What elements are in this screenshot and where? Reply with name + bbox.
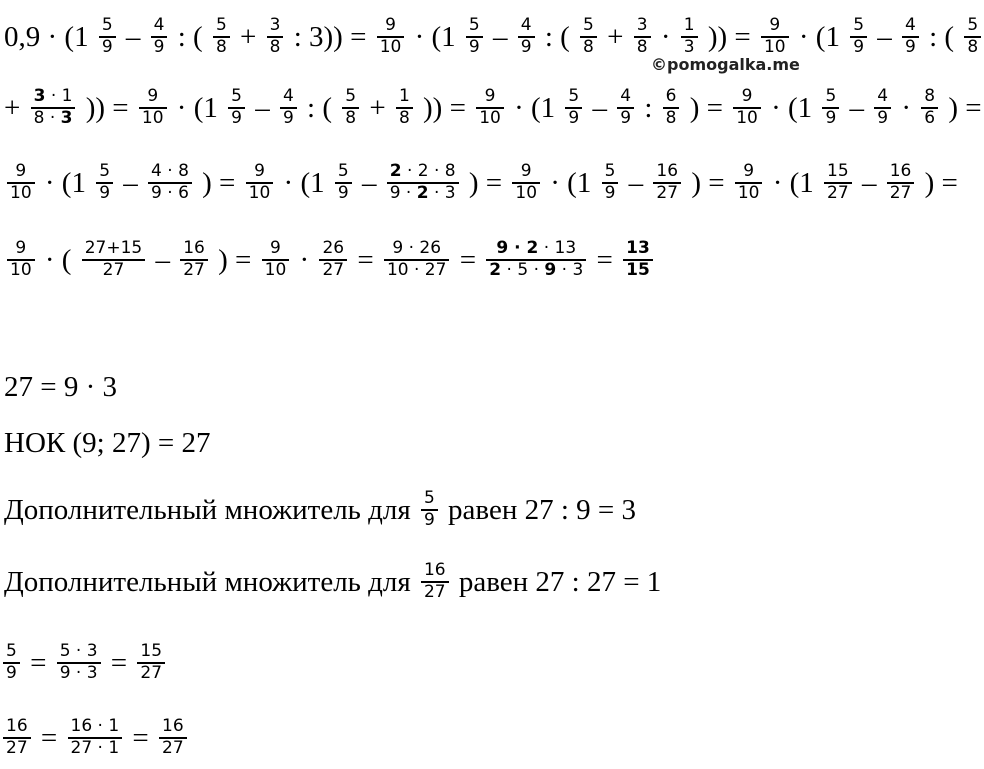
numerator: 1 [683,15,695,36]
text: : ( [537,20,578,53]
fraction [761,16,789,57]
denominator: 10 [248,182,271,203]
fraction [822,87,839,128]
numerator: 5 [337,161,349,182]
numerator: 5 [345,86,357,107]
numerator: 27+15 [84,238,143,259]
numerator: 5 [853,15,865,36]
text: = [33,721,65,754]
equation-line-4 [4,231,656,289]
denominator: 9 · 3 [59,662,98,683]
numerator: 5 [231,86,242,107]
numerator: 2 · 2 · 8 [389,161,456,182]
text: · (1 [765,166,822,199]
fraction [518,16,535,57]
numerator: 1 [398,86,410,107]
denominator: 10 [479,107,501,128]
numerator: 4 [620,86,632,107]
denominator: 10 [763,36,786,57]
denominator: 27 [322,259,345,280]
fraction [653,162,681,203]
fraction [137,642,165,683]
denominator: 9 [853,36,865,57]
text: – [842,91,872,124]
text: )) = [78,91,136,124]
text: – [148,243,178,276]
text: + [232,20,264,53]
fraction [319,239,347,280]
text: ) = [210,243,259,276]
numerator: 26 [322,238,345,259]
multiplier-line-1 [4,481,636,539]
numerator: 9 [520,161,532,182]
text: Дополнительный множитель для [4,493,418,526]
numerator: 5 [568,86,580,107]
text: = [22,646,54,679]
fraction [280,87,297,128]
numerator: 5 [101,15,113,36]
text: = [103,646,135,679]
equation-line-2 [4,79,982,137]
numerator: 3 [269,15,281,36]
text: ) = [684,166,732,199]
denominator: 9 [231,107,242,128]
fraction [262,239,290,280]
numerator: 16 [162,716,184,737]
numerator: 5 [215,15,227,36]
numerator: 9 [484,86,496,107]
fraction [466,16,483,57]
fraction [180,239,208,280]
denominator: 8 [967,36,979,57]
text: + [362,91,393,124]
numerator: 8 [924,86,936,107]
numerator: 4 [520,15,532,36]
fraction [267,16,284,57]
numerator: 16 [183,238,205,259]
denominator: 2 · 5 · 9 · 3 [489,259,584,280]
denominator: 9 [101,36,113,57]
denominator: 8 [345,107,357,128]
numerator: 6 [665,86,677,107]
text: = [452,243,484,276]
numerator: 5 · 3 [59,641,98,662]
denominator: 9 [99,182,111,203]
text: – [116,166,146,199]
denominator: 27 · 1 [70,737,120,758]
numerator: 3 · 1 [33,86,73,107]
denominator: 10 [515,182,538,203]
text: · ( [37,243,79,276]
fraction [82,239,146,280]
text: · (1 [763,91,820,124]
fraction [246,162,274,203]
numerator: 4 [282,86,294,107]
numerator: 16 [889,161,912,182]
numerator: 9 [769,15,781,36]
numerator: 5 [583,15,594,36]
denominator: 9 [905,36,916,57]
fraction [850,16,867,57]
text: НОК (9; 27) = 27 [4,426,211,459]
fraction [733,87,761,128]
text: )) = [415,91,474,124]
fraction [7,239,35,280]
fraction [476,87,504,128]
numerator: 5 [99,161,111,182]
fraction [68,717,123,758]
text: ) = [941,91,982,124]
factorization-line [4,367,117,407]
fraction [99,16,116,57]
result-fraction [623,239,653,280]
text: : 3)) = [286,20,374,53]
text: ) = [917,166,958,199]
denominator: 9 [468,36,480,57]
text: – [354,166,384,199]
numerator: 9 · 26 [392,238,442,259]
text: = [125,721,157,754]
numerator: 5 [6,641,17,662]
numerator: 16 [656,161,679,182]
fraction [159,717,187,758]
denominator: 10 [379,36,402,57]
denominator: 10 · 27 [386,259,447,280]
fraction [7,162,35,203]
numerator: 13 [626,238,650,259]
denominator: 9 [877,107,889,128]
denominator: 27 [140,662,163,683]
numerator: 9 [270,238,281,259]
numerator: 9 [741,86,753,107]
fraction [634,16,651,57]
text: : ( [299,91,340,124]
numerator: 5 [604,161,616,182]
text: + [4,91,28,124]
denominator: 10 [10,182,32,203]
numerator: 9 [385,15,396,36]
text: Дополнительный множитель для [4,565,418,598]
numerator: 5 [825,86,837,107]
fraction [3,642,20,683]
numerator: 9 [147,86,159,107]
numerator: 9 [254,161,265,182]
numerator: 5 [423,488,435,509]
numerator: 16 · 1 [70,716,120,737]
denominator: 9 [825,107,837,128]
fraction [580,16,597,57]
numerator: 15 [140,641,163,662]
numerator: 9 · 2 · 13 [496,238,577,259]
denominator: 8 [636,36,648,57]
fraction [228,87,245,128]
denominator: 27 [183,259,205,280]
denominator: 9 [282,107,294,128]
denominator: 27 [889,182,912,203]
numerator: 9 [15,161,27,182]
text: – [485,20,515,53]
fraction [663,87,680,128]
denominator: 10 [10,259,32,280]
fraction [964,16,981,57]
numerator: 4 [153,15,165,36]
denominator: 9 [568,107,580,128]
text: : ( [921,20,962,53]
numerator: 16 [423,560,446,581]
text: · (1 [543,166,599,199]
denominator: 9 · 2 · 3 [389,182,456,203]
denominator: 8 [269,36,281,57]
denominator: 6 [924,107,936,128]
denominator: 9 [153,36,165,57]
fraction [335,162,352,203]
denominator: 27 [162,737,184,758]
text: – [118,20,148,53]
text: 0,9 · (1 [4,20,96,53]
text: = [589,243,621,276]
fraction [602,162,619,203]
fraction [377,16,405,57]
fraction [148,162,192,203]
denominator: 27 [6,737,28,758]
denominator: 8 [398,107,410,128]
lcm-line [4,423,210,463]
fraction [486,239,586,280]
denominator: 27 [656,182,679,203]
text: · [292,243,317,276]
denominator: 10 [141,107,164,128]
fraction [512,162,540,203]
text: · (1 [506,91,563,124]
denominator: 15 [626,259,650,280]
fraction [902,16,919,57]
text: ) = [682,91,731,124]
text: )) = [700,20,758,53]
text: – [621,166,651,199]
numerator: 4 [877,86,889,107]
equation-line-1 [4,8,984,66]
fraction [3,717,31,758]
numerator: 3 [636,15,648,36]
numerator: 5 [967,15,979,36]
numerator: 5 [468,15,480,36]
numerator: 9 [15,238,27,259]
conversion-line-1 [0,634,168,692]
numerator: 9 [743,161,755,182]
fraction [887,162,915,203]
watermark: ©pomogalka.me [651,55,800,74]
fraction [396,87,413,128]
text: + [599,20,631,53]
fraction [874,87,891,128]
text: – [854,166,884,199]
text: 27 = 9 · 3 [4,370,118,403]
numerator: 4 · 8 [151,161,189,182]
fraction [681,16,698,57]
text: = [350,243,381,276]
text: · (1 [791,20,848,53]
fraction [565,87,582,128]
fraction [921,87,938,128]
text: – [870,20,900,53]
denominator: 10 [737,182,760,203]
text: – [247,91,277,124]
numerator: 16 [6,716,28,737]
denominator: 9 [604,182,616,203]
text: · (1 [407,20,463,53]
denominator: 8 · 3 [33,107,73,128]
text: – [585,91,615,124]
fraction [151,16,168,57]
denominator: 3 [683,36,695,57]
text: ) = [194,166,243,199]
fraction [387,162,459,203]
denominator: 8 [665,107,677,128]
text: · [653,20,678,53]
fraction [421,561,449,602]
denominator: 8 [215,36,227,57]
text: · (1 [276,166,332,199]
text: · (1 [169,91,226,124]
denominator: 10 [736,107,758,128]
fraction [57,642,101,683]
denominator: 9 [6,662,17,683]
fraction [735,162,763,203]
denominator: 27 [102,259,125,280]
fraction [617,87,634,128]
numerator: 4 [905,15,916,36]
text: · [894,91,919,124]
denominator: 8 [583,36,594,57]
fraction [824,162,852,203]
text: : ( [170,20,210,53]
denominator: 9 [423,509,435,530]
conversion-line-2 [0,709,190,767]
text: ) = [461,166,510,199]
fraction [139,87,167,128]
fraction [421,489,438,530]
fraction [384,239,449,280]
text: равен 27 : 27 = 1 [451,565,662,598]
numerator: 15 [827,161,849,182]
fraction [31,87,76,128]
denominator: 27 [423,581,446,602]
text: · (1 [37,166,94,199]
denominator: 9 [520,36,532,57]
denominator: 9 [620,107,632,128]
denominator: 27 [827,182,849,203]
text: равен 27 : 9 = 3 [440,493,636,526]
denominator: 9 · 6 [151,182,189,203]
denominator: 10 [264,259,287,280]
multiplier-line-2 [4,553,661,611]
equation-line-3 [4,154,958,212]
fraction [342,87,359,128]
fraction [213,16,230,57]
fraction [96,162,113,203]
denominator: 9 [337,182,349,203]
text: : [637,91,660,124]
